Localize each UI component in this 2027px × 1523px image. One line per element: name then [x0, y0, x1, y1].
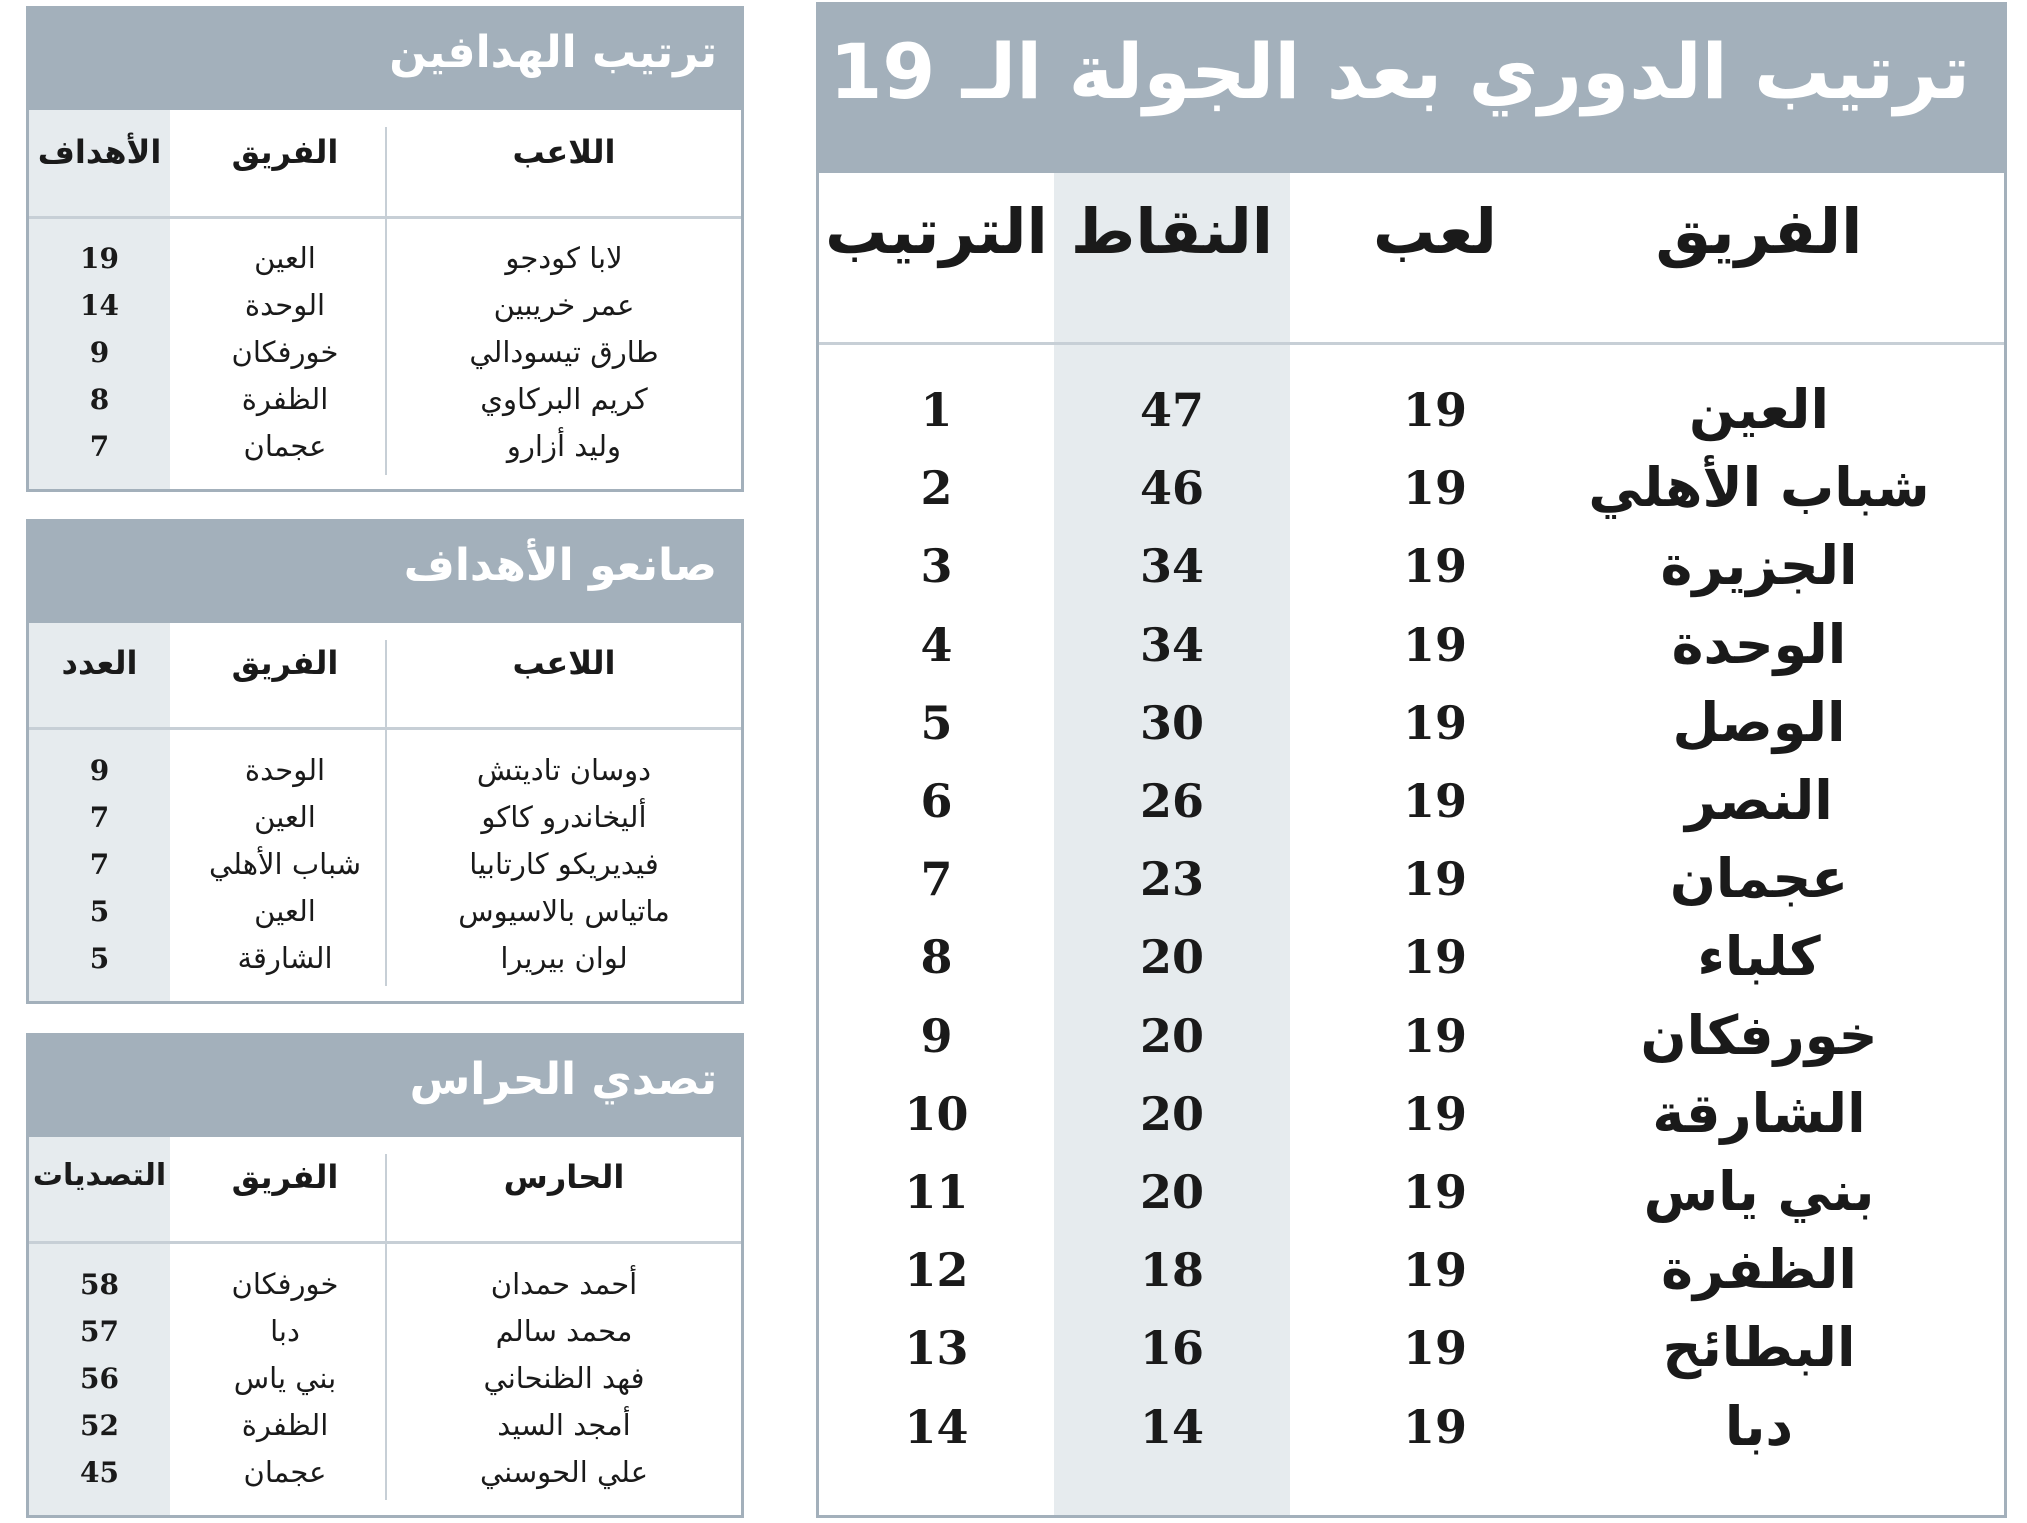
player-name: أليخاندرو كاكو	[481, 800, 647, 834]
col-header-saves: التصديات	[32, 1158, 167, 1193]
points-value: 30	[1139, 695, 1204, 750]
player-name: طارق تيسودالي	[469, 335, 659, 369]
rank-value: 13	[904, 1321, 969, 1376]
col-header-player: اللاعب	[512, 133, 616, 171]
col-header-points: النقاط	[1070, 195, 1274, 268]
team-name: دبا	[270, 1314, 300, 1348]
points-value: 18	[1139, 1243, 1204, 1298]
col-header-rank: الترتيب	[825, 195, 1048, 268]
rank-value: 7	[920, 852, 953, 907]
played-value: 19	[1402, 852, 1467, 907]
team-name: العين	[1689, 378, 1829, 441]
column-divider	[385, 127, 387, 475]
played-value: 19	[1402, 1086, 1467, 1141]
team-name: شباب الأهلي	[208, 847, 362, 881]
stat-value: 9	[89, 754, 110, 787]
rank-value: 3	[920, 539, 953, 594]
scorers-title: ترتيب الهدافين	[389, 27, 717, 78]
rank-value: 6	[920, 774, 953, 828]
league-header-divider	[819, 342, 2004, 345]
player-name: محمد سالم	[495, 1314, 633, 1348]
scorers-table	[26, 6, 744, 492]
player-name: كريم البركاوي	[480, 382, 648, 416]
header-divider	[29, 216, 741, 219]
stat-value: 45	[80, 1456, 119, 1489]
team-name: الظفرة	[241, 382, 329, 416]
stat-value: 56	[80, 1362, 119, 1395]
team-name: الوصل	[1672, 690, 1846, 754]
col-header-player: اللاعب	[512, 644, 616, 682]
points-value: 20	[1139, 1165, 1204, 1219]
league-table	[816, 2, 2007, 1518]
stat-value: 5	[89, 895, 110, 928]
team-name: الجزيرة	[1660, 534, 1858, 598]
header-divider	[29, 727, 741, 730]
team-name: الوحدة	[244, 288, 326, 322]
player-name: عمر خريبين	[493, 288, 635, 322]
team-name: البطائح	[1662, 1316, 1856, 1380]
points-value: 20	[1139, 1086, 1204, 1141]
col-header-count: العدد	[61, 644, 138, 682]
team-name: النصر	[1685, 769, 1833, 832]
rank-value: 10	[904, 1086, 969, 1141]
team-name: العين	[254, 800, 316, 834]
played-value: 19	[1402, 695, 1467, 750]
player-name: فيديريكو كارتابيا	[469, 847, 659, 881]
team-name: الشارقة	[237, 941, 333, 975]
stat-value: 52	[80, 1409, 119, 1442]
played-value: 19	[1402, 539, 1467, 594]
team-name: خورفكان	[231, 335, 339, 369]
player-name: علي الحوسني	[479, 1455, 649, 1489]
rank-value: 5	[920, 695, 953, 750]
team-name: عجمان	[243, 429, 327, 463]
rank-value: 2	[920, 461, 953, 516]
player-name: دوسان تاديتش	[476, 753, 652, 787]
played-value: 19	[1402, 1399, 1467, 1454]
col-header-played: لعب	[1373, 195, 1497, 268]
played-value: 19	[1402, 461, 1467, 516]
player-name: أحمد حمدان	[490, 1267, 638, 1301]
team-name: خورفكان	[1640, 1003, 1878, 1067]
stat-value: 14	[80, 289, 119, 322]
scorers-header	[29, 9, 741, 110]
played-value: 19	[1402, 617, 1467, 672]
col-header-team: الفريق	[231, 133, 339, 171]
saves-header	[29, 1036, 741, 1137]
rank-value: 4	[920, 617, 953, 672]
team-name: العين	[254, 894, 316, 928]
stat-value: 19	[80, 242, 119, 275]
played-value: 19	[1402, 774, 1467, 828]
stat-value: 5	[89, 942, 110, 975]
player-name: ماتياس بالاسيوس	[458, 894, 670, 928]
assists-title: صانعو الأهداف	[403, 540, 717, 591]
col-header-team: الفريق	[231, 1158, 339, 1196]
team-name: الوحدة	[1671, 612, 1847, 676]
stat-value: 7	[89, 848, 110, 881]
rank-value: 14	[904, 1399, 969, 1454]
team-name: عجمان	[1669, 847, 1849, 911]
team-name: بني ياس	[233, 1361, 337, 1395]
saves-title: تصدي الحراس	[409, 1054, 717, 1105]
rank-value: 11	[904, 1165, 969, 1219]
team-name: شباب الأهلي	[1588, 456, 1930, 520]
points-value: 34	[1139, 539, 1204, 594]
header-divider	[29, 1241, 741, 1244]
rank-value: 12	[904, 1243, 969, 1298]
rank-value: 1	[920, 383, 953, 437]
team-name: دبا	[1724, 1394, 1794, 1458]
points-value: 20	[1139, 930, 1204, 985]
played-value: 19	[1402, 1321, 1467, 1376]
played-value: 19	[1402, 1165, 1467, 1219]
team-name: الظفرة	[241, 1408, 329, 1442]
league-header	[819, 5, 2004, 173]
points-value: 23	[1139, 852, 1204, 907]
points-value: 16	[1139, 1321, 1204, 1376]
saves-table	[26, 1033, 744, 1518]
team-name: بني ياس	[1643, 1160, 1875, 1223]
team-name: العين	[254, 241, 316, 275]
team-name: كلباء	[1697, 925, 1821, 989]
team-name: الوحدة	[244, 753, 326, 787]
points-value: 14	[1139, 1399, 1204, 1454]
col-header-team: الفريق	[1655, 195, 1863, 268]
assists-header	[29, 522, 741, 623]
player-name: فهد الظنحاني	[483, 1361, 645, 1395]
played-value: 19	[1402, 1008, 1467, 1063]
rank-value: 8	[920, 930, 953, 985]
player-name: لابا كودجو	[505, 241, 623, 275]
stat-value: 8	[89, 383, 110, 416]
player-name: أمجد السيد	[497, 1408, 631, 1442]
points-value: 20	[1139, 1008, 1204, 1063]
team-name: خورفكان	[231, 1267, 339, 1301]
points-value: 46	[1139, 461, 1204, 516]
assists-table	[26, 519, 744, 1004]
rank-value: 9	[920, 1008, 953, 1063]
player-name: وليد أزارو	[506, 429, 622, 463]
points-value: 47	[1139, 383, 1204, 437]
played-value: 19	[1402, 383, 1467, 437]
played-value: 19	[1402, 1243, 1467, 1298]
player-name: لوان بيريرا	[500, 941, 628, 975]
column-divider	[385, 1154, 387, 1500]
team-name: عجمان	[243, 1455, 327, 1489]
col-header-team: الفريق	[231, 644, 339, 682]
column-divider	[385, 640, 387, 986]
played-value: 19	[1402, 930, 1467, 985]
team-name: الظفرة	[1661, 1238, 1857, 1302]
stat-value: 57	[80, 1315, 119, 1348]
team-name: الشارقة	[1652, 1081, 1866, 1145]
stat-value: 9	[89, 336, 110, 369]
col-header-goalkeeper: الحارس	[503, 1158, 625, 1196]
stat-value: 7	[89, 801, 110, 834]
points-value: 26	[1139, 774, 1204, 828]
league-title: ترتيب الدوري بعد الجولة الـ 19	[829, 27, 1970, 116]
col-header-goals: الأهداف	[37, 133, 162, 171]
points-value: 34	[1139, 617, 1204, 672]
stat-value: 7	[89, 430, 110, 463]
stat-value: 58	[80, 1268, 119, 1301]
